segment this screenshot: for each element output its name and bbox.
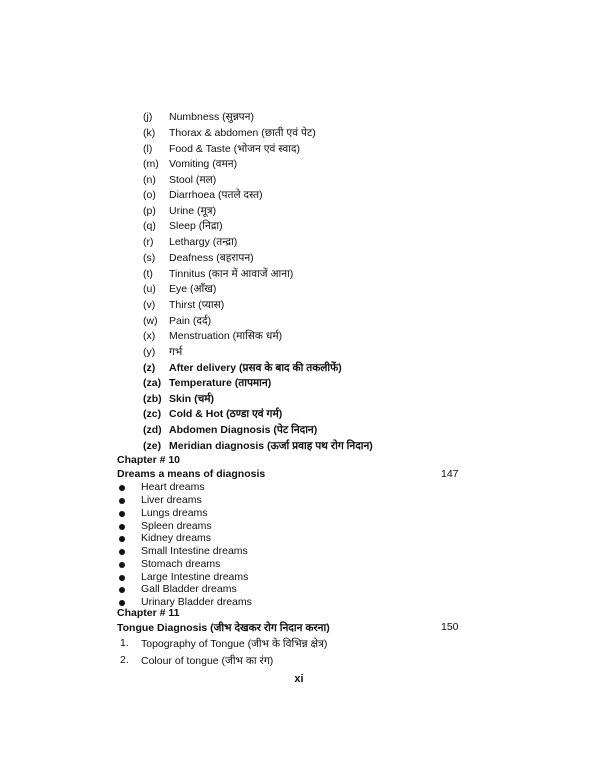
list-item-text: Urinary Bladder dreams <box>141 596 252 608</box>
subitem-text: Deafness (बहरापन) <box>169 252 254 264</box>
subitem-text: Lethargy (तन्द्रा) <box>169 236 238 248</box>
subitem-label: (n) <box>143 174 156 186</box>
list-item-text: Large Intestine dreams <box>141 571 249 583</box>
chapter-10-label: Chapter # 10 <box>117 454 181 466</box>
subitem-text: Tinnitus (कान में आवाजें आना) <box>169 268 294 280</box>
subitem-text: Thirst (प्यास) <box>169 299 225 311</box>
subitem-text: Abdomen Diagnosis (पेट निदान) <box>169 424 318 436</box>
subitem-label: (zc) <box>143 408 162 420</box>
bullet-icon <box>119 562 125 568</box>
subitem-label: (u) <box>143 283 156 295</box>
subitem-label: (t) <box>143 268 153 280</box>
item-number: 2. <box>120 654 129 666</box>
subitem-label: (l) <box>143 143 153 155</box>
subitem-label: (j) <box>143 111 153 123</box>
list-item-text: Stomach dreams <box>141 558 221 570</box>
list-item-text: Heart dreams <box>141 481 205 493</box>
subitem-label: (ze) <box>143 440 162 452</box>
subitem-label: (p) <box>143 205 156 217</box>
subitem-text: Numbness (सुन्नपन) <box>169 111 254 123</box>
subitem-label: (q) <box>143 220 156 232</box>
subitem-label: (x) <box>143 330 156 342</box>
subitem-label: (w) <box>143 315 158 327</box>
subitem-text: Eye (आँख) <box>169 283 217 295</box>
bullet-icon <box>119 549 125 555</box>
bullet-icon <box>119 587 125 593</box>
chapter-10-title: Dreams a means of diagnosis <box>117 468 266 480</box>
subitem-label: (v) <box>143 299 156 311</box>
bullet-icon <box>119 536 125 542</box>
subitem-text: Stool (मल) <box>169 174 217 186</box>
item-text: Topography of Tongue (जीभ के विभिन्न क्षेत्र) <box>141 638 328 650</box>
subitem-label: (r) <box>143 236 154 248</box>
subitem-text: Meridian diagnosis (ऊर्जा प्रवाह पथ रोग निदान) <box>169 440 373 452</box>
list-item-text: Kidney dreams <box>141 532 212 544</box>
bullet-icon <box>119 600 125 606</box>
subitem-label: (o) <box>143 189 156 201</box>
page-number: xi <box>294 673 304 685</box>
subitem-text: Temperature (तापमान) <box>169 377 272 389</box>
subitem-text: Pain (दर्द) <box>169 315 212 327</box>
subitem-label: (s) <box>143 252 156 264</box>
list-item-text: Small Intestine dreams <box>141 545 248 557</box>
subitem-label: (y) <box>143 346 156 358</box>
subitem-label: (za) <box>143 377 162 389</box>
subitem-text: After delivery (प्रसव के बाद की तकलीफें) <box>169 362 342 374</box>
subitem-text: Cold & Hot (ठण्डा एवं गर्म) <box>169 408 283 420</box>
subitem-label: (z) <box>143 362 156 374</box>
list-item-text: Spleen dreams <box>141 520 212 532</box>
subitem-text: Food & Taste (भोजन एवं स्वाद) <box>169 143 301 155</box>
subitem-label: (zb) <box>143 393 162 405</box>
bullet-icon <box>119 524 125 530</box>
subitem-text: Vomiting (वमन) <box>169 158 238 170</box>
bullet-icon <box>119 575 125 581</box>
subitem-text: Sleep (निद्रा) <box>169 220 223 232</box>
list-item-text: Liver dreams <box>141 494 202 506</box>
subitem-text: गर्भ <box>169 346 183 358</box>
chapter-11-page-number: 150 <box>441 621 459 633</box>
chapter-11-title: Tongue Diagnosis (जीभ देखकर रोग निदान करना) <box>117 622 330 634</box>
chapter-11-label: Chapter # 11 <box>117 607 180 619</box>
chapter-10-page-number: 147 <box>441 468 459 480</box>
subitem-text: Skin (चर्म) <box>169 393 215 405</box>
list-item-text: Lungs dreams <box>141 507 208 519</box>
bullet-icon <box>119 511 125 517</box>
subitem-label: (k) <box>143 127 156 139</box>
item-text: Colour of tongue (जीभ का रंग) <box>141 655 274 667</box>
subitem-label: (zd) <box>143 424 162 436</box>
bullet-icon <box>119 498 125 504</box>
subitem-text: Urine (मूत्र) <box>169 205 217 217</box>
subitem-label: (m) <box>143 158 159 170</box>
subitem-text: Diarrhoea (पतले दस्त) <box>169 189 263 201</box>
subitem-text: Thorax & abdomen (छाती एवं पेट) <box>169 127 316 139</box>
bullet-icon <box>119 485 125 491</box>
subitem-text: Menstruation (मासिक धर्म) <box>169 330 283 342</box>
list-item-text: Gall Bladder dreams <box>141 583 237 595</box>
item-number: 1. <box>120 637 129 649</box>
